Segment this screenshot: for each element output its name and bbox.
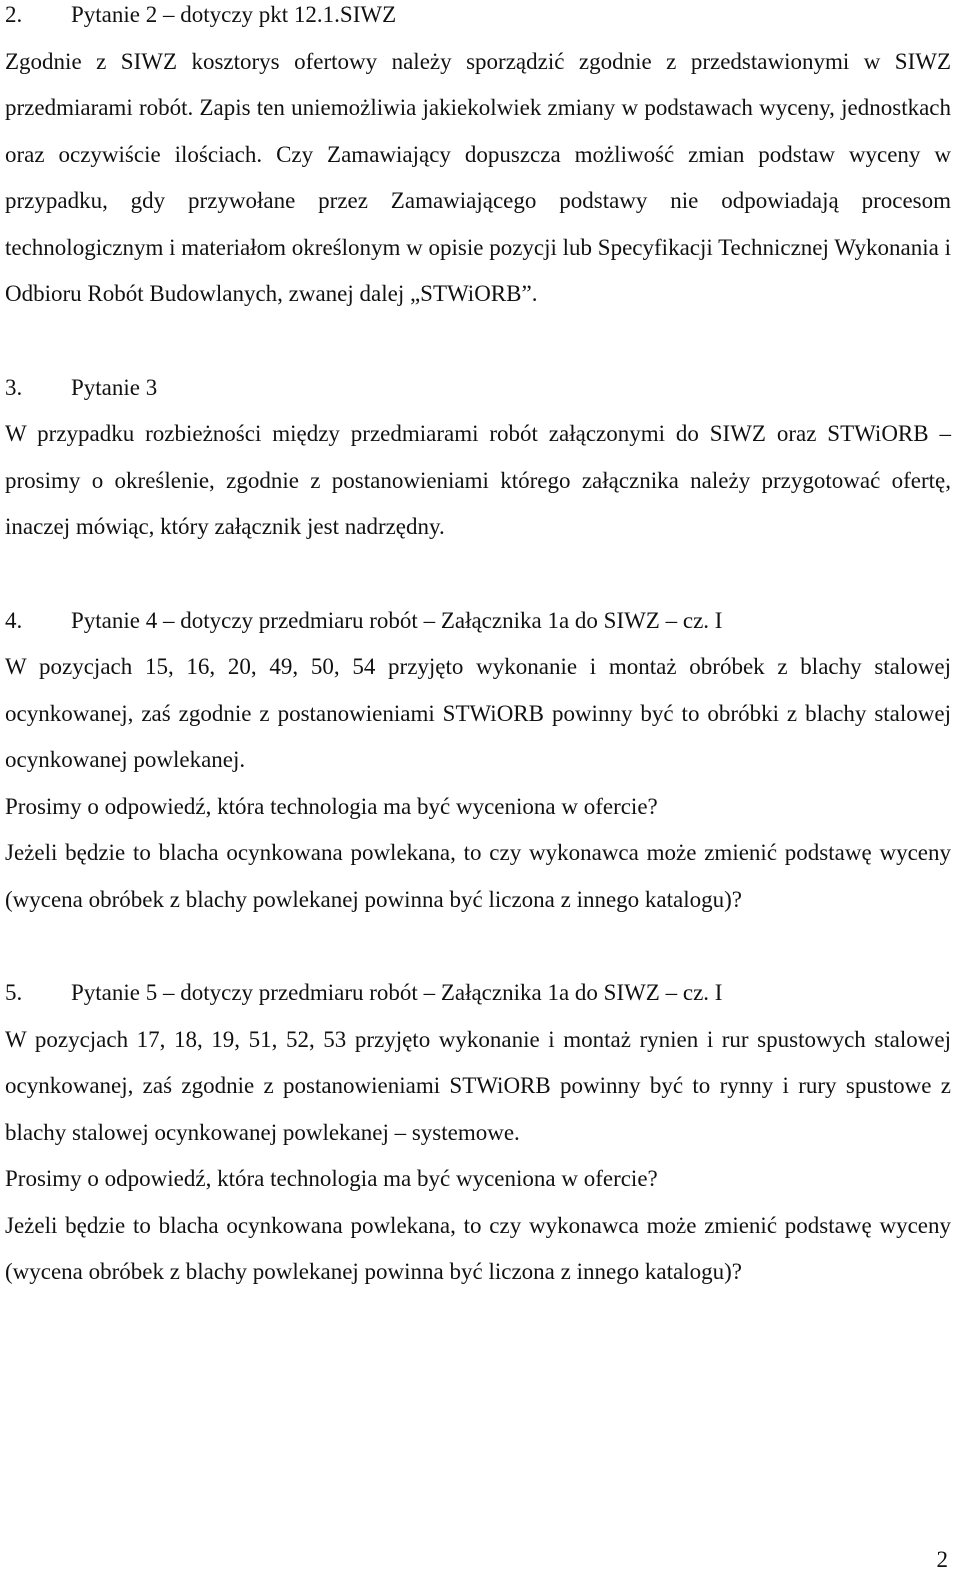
paragraph: Prosimy o odpowiedź, która technologia ma być wyceniona w ofercie?: [5, 793, 658, 819]
section-number: 2.: [5, 2, 23, 27]
section-heading: [5, 365, 951, 412]
section-heading: [5, 0, 951, 39]
section-title: Pytanie 5 – dotyczy przedmiaru robót – Załącznika 1a do SIWZ – cz. I: [71, 980, 723, 1005]
paragraph: W przypadku rozbieżności między przedmiarami robót załączonymi do SIWZ oraz STWiORB – prosimy o określenie, zgodnie z postanowieniami którego załącznika należy przygotować ofertę, inaczej mówiąc, który załącznik jest nadrzędny.: [5, 421, 951, 539]
paragraph: Jeżeli będzie to blacha ocynkowana powlekana, to czy wykonawca może zmienić podstawę wyceny (wycena obróbek z blachy powlekanej powinna być liczona z innego katalogu)?: [5, 1212, 951, 1284]
section-number: 5.: [5, 980, 23, 1005]
section-heading: [5, 598, 951, 645]
section-heading: [5, 970, 951, 1017]
section-number: 4.: [5, 607, 23, 633]
paragraph: W pozycjach 15, 16, 20, 49, 50, 54 przyjęto wykonanie i montaż obróbek z blachy stalowej ocynkowanej, zaś zgodnie z postanowieniami STWiORB powinny być to obróbki z blachy stalowej ocynkowanej powlekanej.: [5, 654, 951, 772]
paragraph: Prosimy o odpowiedź, która technologia ma być wyceniona w ofercie?: [5, 1166, 658, 1191]
question-5: [5, 970, 951, 1296]
section-number: 3.: [5, 374, 23, 400]
page-number: 2: [936, 1547, 948, 1572]
paragraph: W pozycjach 17, 18, 19, 51, 52, 53 przyjęto wykonanie i montaż rynien i rur spustowych stalowej ocynkowanej, zaś zgodnie z postanowieniami STWiORB powinny być to rynny i rury spustowe z blachy stalowej ocynkowanej powlekanej – systemowe.: [5, 1026, 951, 1145]
section-title: Pytanie 2 – dotyczy pkt 12.1.SIWZ: [71, 2, 397, 27]
paragraph: Jeżeli będzie to blacha ocynkowana powlekana, to czy wykonawca może zmienić podstawę wyceny (wycena obróbek z blachy powlekanej powinna być liczona z innego katalogu)?: [5, 840, 951, 912]
question-4: [5, 598, 951, 924]
document-page: [5, 0, 951, 1296]
section-title: Pytanie 3: [71, 374, 158, 400]
spacer: [5, 923, 951, 970]
question-2: [5, 0, 951, 318]
spacer: [5, 318, 951, 365]
question-3: [5, 365, 951, 551]
section-title: Pytanie 4 – dotyczy przedmiaru robót – Załącznika 1a do SIWZ – cz. I: [71, 607, 723, 633]
paragraph: Zgodnie z SIWZ kosztorys ofertowy należy sporządzić zgodnie z przedstawionymi w SIWZ przedmiarami robót. Zapis ten uniemożliwia jakiekolwiek zmiany w podstawach wyceny, jednostkach oraz oczywiście ilościach. Czy Zamawiający dopuszcza możliwość zmian podstaw wyceny w przypadku, gdy przywołane przez Zamawiającego podstawy nie odpowiadają procesom technologicznym i materiałom określonym w opisie pozycji lub Specyfikacji Technicznej Wykonania i Odbioru Robót Budowlanych, zwanej dalej „STWiORB”.: [5, 48, 951, 306]
spacer: [5, 551, 951, 598]
